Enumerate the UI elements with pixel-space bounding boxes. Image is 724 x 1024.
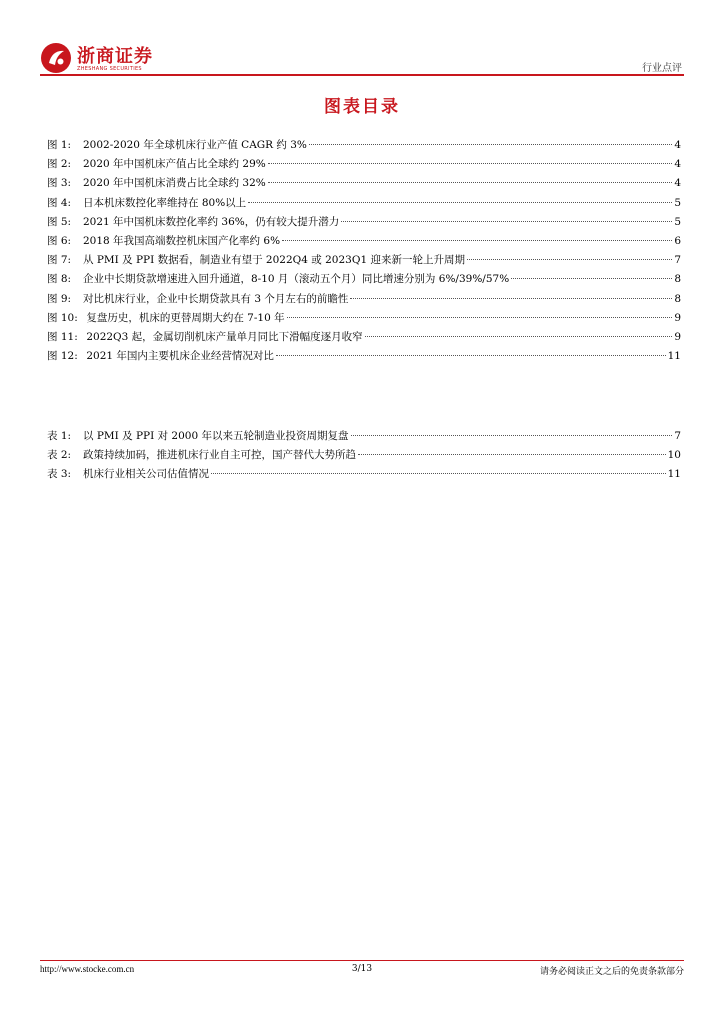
figure-toc-entry[interactable]: [47, 270, 681, 289]
figure-label: 图 11:: [47, 330, 78, 343]
figure-entry-body: [83, 194, 681, 213]
figure-toc-entry[interactable]: [47, 290, 681, 309]
figure-page-number: 5: [674, 196, 681, 209]
footer-divider: [40, 960, 684, 961]
dot-leader: [350, 298, 672, 299]
dot-leader: [365, 336, 673, 337]
figure-page-number: 4: [674, 177, 681, 190]
figure-title: 2020 年中国机床产值占比全球约 29%: [83, 158, 266, 171]
figure-entry-body: [83, 136, 681, 155]
figure-toc-entry[interactable]: [47, 251, 681, 270]
table-label: 表 1:: [47, 430, 72, 442]
footer-disclaimer: 请务必阅读正文之后的免责条款部分: [539, 967, 684, 977]
logo-mark-icon: [40, 42, 72, 74]
figure-entry-body: [83, 347, 681, 366]
table-list: [47, 427, 681, 485]
figure-label: 图 7:: [47, 254, 72, 267]
figure-page-number: 8: [674, 292, 681, 305]
company-logo: [40, 38, 190, 78]
dot-leader: [282, 240, 672, 241]
dot-leader: [287, 317, 673, 318]
figure-page-number: 4: [674, 158, 681, 171]
figure-label: 图 1:: [47, 139, 72, 151]
figure-title: 2018 年我国高端数控机床国产化率约 6%: [83, 234, 281, 247]
figure-page-number: 6: [674, 234, 681, 247]
figure-entry-body: [83, 251, 681, 270]
dot-leader: [309, 144, 672, 145]
figure-title: 2002-2020 年全球机床行业产值 CAGR 约 3%: [83, 139, 307, 151]
figure-label: 图 9:: [47, 292, 72, 305]
figure-page-number: 4: [674, 139, 681, 151]
table-title: 政策持续加码，推进机床行业自主可控，国产替代大势所趋: [83, 449, 356, 462]
figure-toc-entry[interactable]: [47, 232, 681, 251]
page-number: 3/13: [351, 964, 373, 974]
table-toc-entry[interactable]: [47, 465, 681, 484]
dot-leader: [511, 278, 672, 279]
table-entry-body: [83, 427, 681, 446]
table-title: 机床行业相关公司估值情况: [83, 468, 209, 481]
figure-title: 2020 年中国机床消费占比全球约 32%: [83, 177, 266, 190]
figure-title: 从 PMI 及 PPI 数据看，制造业有望于 2022Q4 或 2023Q1 迎来新一轮上升周期: [83, 254, 465, 267]
figure-page-number: 11: [667, 350, 681, 363]
figure-entry-body: [83, 232, 681, 251]
table-label: 表 2:: [47, 449, 72, 462]
figure-label: 图 3:: [47, 177, 72, 190]
figure-page-number: 7: [674, 254, 681, 267]
figure-title: 企业中长期贷款增速进入回升通道，8-10 月（滚动五个月）同比增速分别为 6%/39%/57%: [83, 273, 510, 286]
figure-toc-entry[interactable]: [47, 309, 681, 328]
figure-toc-entry[interactable]: [47, 194, 681, 213]
toc-title: 图表目录: [324, 97, 400, 117]
figure-toc-entry[interactable]: [47, 174, 681, 193]
figure-title: 对比机床行业，企业中长期贷款具有 3 个月左右的前瞻性: [83, 292, 349, 305]
figure-toc-entry[interactable]: [47, 347, 681, 366]
figure-title: 日本机床数控化率维持在 80%以上: [83, 196, 247, 209]
table-page-number: 11: [667, 468, 681, 481]
figure-toc-entry[interactable]: [47, 213, 681, 232]
dot-leader: [276, 355, 666, 356]
table-page-number: 7: [674, 430, 681, 442]
dot-leader: [211, 473, 666, 474]
figure-entry-body: [83, 270, 681, 289]
dot-leader: [358, 454, 666, 455]
table-entry-body: [83, 446, 681, 465]
figure-list: [47, 136, 681, 366]
table-toc-entry[interactable]: [47, 446, 681, 465]
figure-label: 图 10:: [47, 311, 78, 324]
figure-page-number: 8: [674, 273, 681, 286]
figure-title: 2021 年国内主要机床企业经营情况对比: [83, 350, 274, 363]
document-type: 行业点评: [642, 63, 682, 74]
figure-entry-body: [83, 309, 681, 328]
dot-leader: [248, 202, 672, 203]
figure-entry-body: [83, 155, 681, 174]
logo-english-name: ZHESHANG SECURITIES: [77, 66, 142, 72]
figure-page-number: 9: [674, 311, 681, 324]
table-page-number: 10: [667, 449, 681, 462]
figure-toc-entry[interactable]: [47, 155, 681, 174]
figure-label: 图 8:: [47, 273, 72, 286]
figure-page-number: 9: [674, 330, 681, 343]
logo-chinese-name: 浙商证券: [77, 46, 153, 67]
dot-leader: [467, 259, 672, 260]
figure-title: 2021 年中国机床数控化率约 36%，仍有较大提升潜力: [83, 215, 340, 228]
figure-entry-body: [83, 213, 681, 232]
footer-url-link[interactable]: http://www.stocke.com.cn: [40, 964, 135, 974]
table-toc-entry[interactable]: [47, 427, 681, 446]
figure-title: 复盘历史，机床的更替周期大约在 7-10 年: [83, 311, 285, 324]
table-entry-body: [83, 465, 681, 484]
figure-label: 图 6:: [47, 234, 72, 247]
page-footer: [40, 964, 684, 980]
figure-toc-entry[interactable]: [47, 136, 681, 155]
dot-leader: [268, 182, 673, 183]
figure-page-number: 5: [674, 215, 681, 228]
dot-leader: [341, 221, 672, 222]
figure-label: 图 12:: [47, 350, 78, 363]
figure-label: 图 4:: [47, 196, 72, 209]
dot-leader: [268, 163, 673, 164]
figure-label: 图 5:: [47, 215, 72, 228]
figure-entry-body: [83, 328, 681, 347]
table-title: 以 PMI 及 PPI 对 2000 年以来五轮制造业投资周期复盘: [83, 430, 349, 442]
figure-entry-body: [83, 290, 681, 309]
page-header: [40, 38, 684, 78]
table-label: 表 3:: [47, 468, 72, 481]
dot-leader: [351, 435, 673, 436]
figure-title: 2022Q3 起，金属切削机床产量单月同比下滑幅度逐月收窄: [83, 330, 363, 343]
figure-toc-entry[interactable]: [47, 328, 681, 347]
figure-entry-body: [83, 174, 681, 193]
header-divider: [40, 74, 684, 76]
figure-label: 图 2:: [47, 158, 72, 171]
